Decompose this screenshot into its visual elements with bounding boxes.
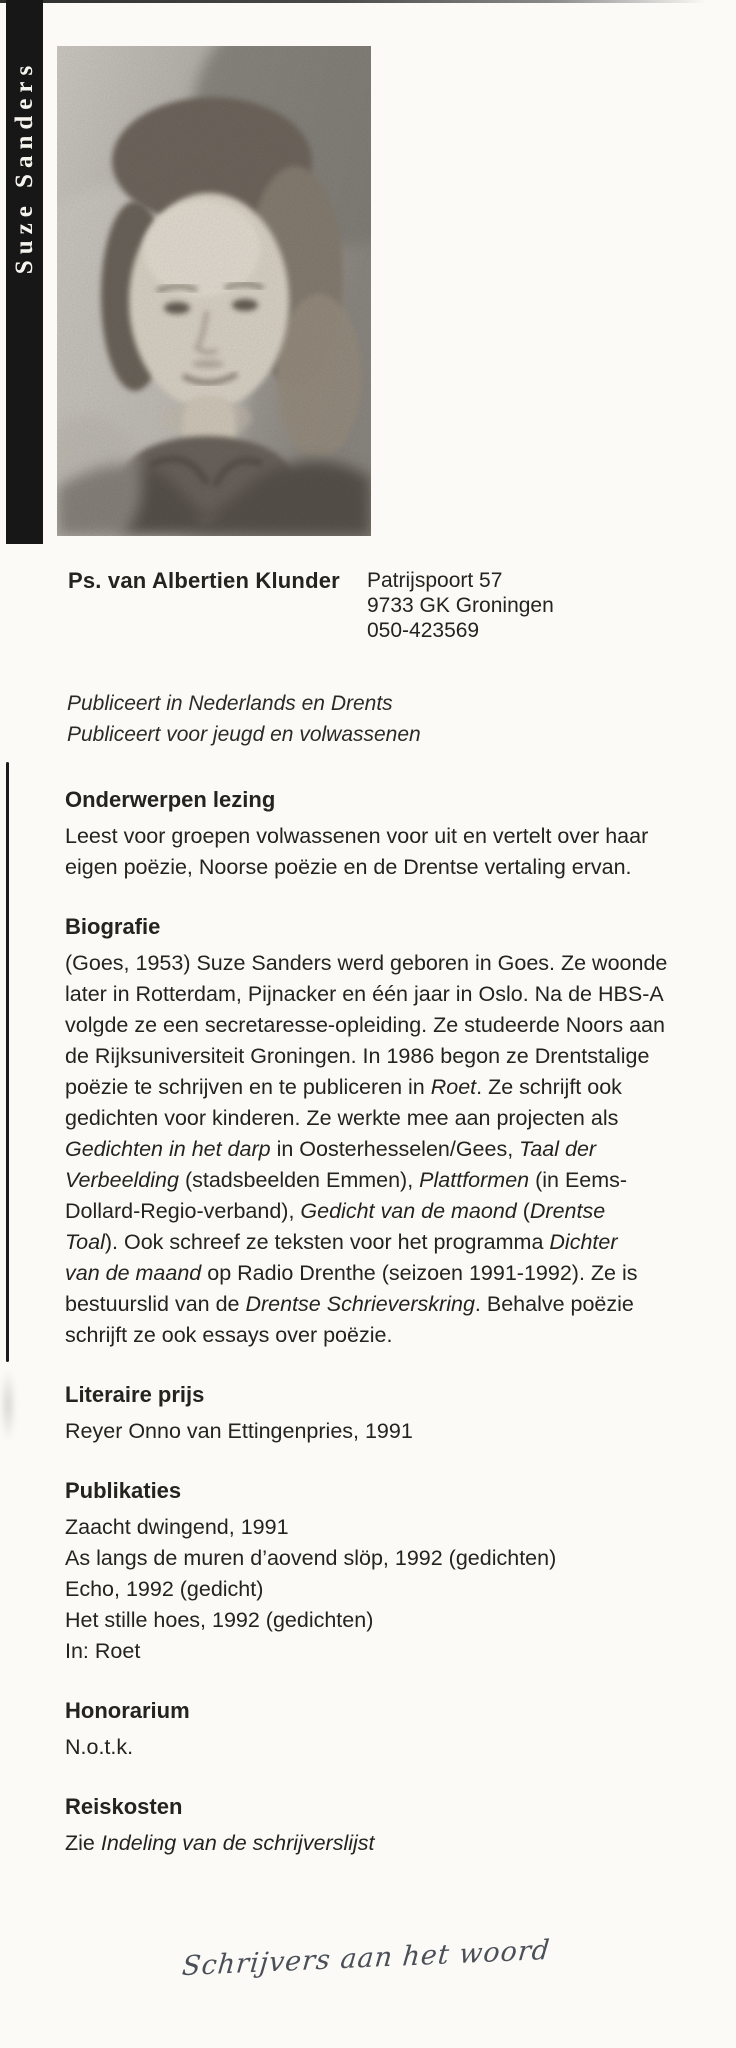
text-line: [65, 1732, 713, 1763]
text: in Oosterhesselen/Gees,: [270, 1137, 520, 1161]
text: . Behalve poëzie: [474, 1292, 634, 1316]
italic-text: Verbeelding: [65, 1168, 179, 1192]
text: poëzie te schrijven en te publiceren in: [65, 1075, 431, 1099]
text: (stadsbeelden Emmen),: [178, 1168, 420, 1192]
text-line: [65, 1072, 713, 1103]
italic-text: Dichter: [549, 1230, 618, 1254]
italic-text: Gedicht van de maond: [300, 1199, 517, 1223]
section-heading: Honorarium: [65, 1698, 190, 1723]
section-heading: Onderwerpen lezing: [65, 787, 276, 812]
italic-text: Indeling van de schrijverslijst: [100, 1831, 375, 1855]
text-line: [65, 1636, 713, 1667]
italic-text: Drentse Schrieverskring: [245, 1292, 475, 1316]
address-line: 050-423569: [367, 619, 480, 642]
text-line: [65, 979, 713, 1010]
pseudonym: Ps. van Albertien Klunder: [68, 568, 340, 593]
text-line: [65, 1227, 713, 1258]
text: schrijft ze ook essays over poëzie.: [65, 1323, 393, 1347]
text-line: [65, 1258, 713, 1289]
publish-info-line: Publiceert voor jeugd en volwassenen: [67, 723, 421, 746]
portrait-photo: [57, 46, 371, 536]
text: Leest voor groepen volwassenen voor uit en vertelt over haar: [65, 824, 649, 848]
handwritten-caption: Schrijvers aan het woord: [180, 1934, 552, 1983]
text-line: [65, 1320, 713, 1351]
text: . Ze schrijft ook: [476, 1075, 622, 1099]
text: N.o.t.k.: [65, 1735, 134, 1759]
text: eigen poëzie, Noorse poëzie en de Drentse vertaling ervan.: [65, 855, 632, 879]
text-line: [65, 1605, 713, 1636]
text-line: [65, 1165, 713, 1196]
italic-text: Drentse: [529, 1199, 606, 1223]
text-line: [65, 1512, 713, 1543]
text-line: [65, 1134, 713, 1165]
left-edge-rule: [6, 762, 9, 1362]
section-heading: Publikaties: [65, 1478, 182, 1503]
italic-text: Gedichten in het darp: [65, 1137, 271, 1161]
text: de Rijksuniversiteit Groningen. In 1986 begon ze Drentstalige: [65, 1044, 650, 1068]
text-line: [65, 1828, 713, 1859]
text-line: [65, 1196, 713, 1227]
section-heading: Literaire prijs: [65, 1382, 205, 1407]
publish-info: [67, 688, 421, 750]
address-line: Patrijspoort 57: [367, 569, 503, 592]
section-onderwerpen-lezing: [65, 784, 713, 883]
section-reiskosten: [65, 1791, 713, 1859]
sections-container: [65, 784, 713, 1859]
text: gedichten voor kinderen. Ze werkte mee aan projecten als: [65, 1106, 619, 1130]
text: (: [516, 1199, 530, 1223]
text-line: [65, 852, 713, 883]
section-honorarium: [65, 1695, 713, 1763]
text: Zie: [65, 1831, 101, 1855]
italic-text: Roet: [430, 1075, 477, 1099]
text: Dollard-Regio-verband),: [65, 1199, 301, 1223]
text: Het stille hoes, 1992 (gedichten): [65, 1608, 374, 1632]
text-line: [65, 1416, 713, 1447]
sidebar-name: Suze Sanders: [11, 59, 38, 275]
text-line: [65, 1010, 713, 1041]
text-line: [65, 821, 713, 852]
section-biografie: [65, 911, 713, 1351]
text-line: [65, 1041, 713, 1072]
text: op Radio Drenthe (seizoen 1991-1992). Ze is: [201, 1261, 638, 1285]
section-heading: Biografie: [65, 914, 161, 939]
text: (in Eems-: [529, 1168, 628, 1192]
page-top-edge-line: [0, 0, 736, 3]
scan-smudge: [0, 1368, 16, 1442]
section-heading: Reiskosten: [65, 1794, 183, 1819]
address-block: [367, 568, 554, 643]
text: later in Rotterdam, Pijnacker en één jaar in Oslo. Na de HBS-A: [65, 982, 664, 1006]
text: bestuurslid van de: [65, 1292, 246, 1316]
text: Zaacht dwingend, 1991: [65, 1515, 289, 1539]
sidebar-name-bar: [6, 0, 43, 544]
publish-info-line: Publiceert in Nederlands en Drents: [67, 692, 393, 715]
text: volgde ze een secretaresse-opleiding. Ze studeerde Noors aan: [65, 1013, 665, 1037]
section-literaire-prijs: [65, 1379, 713, 1447]
italic-text: van de maand: [65, 1261, 202, 1285]
text: (Goes, 1953) Suze Sanders werd geboren in Goes. Ze woonde: [65, 951, 668, 975]
text: In: Roet: [65, 1639, 141, 1663]
text-line: [65, 948, 713, 979]
text-line: [65, 1289, 713, 1320]
italic-text: Taal der: [519, 1137, 597, 1161]
text-line: [65, 1574, 713, 1605]
text: Echo, 1992 (gedicht): [65, 1577, 264, 1601]
text: As langs de muren d’aovend slöp, 1992 (gedichten): [65, 1546, 557, 1570]
address-line: 9733 GK Groningen: [367, 594, 554, 617]
italic-text: Toal: [65, 1230, 105, 1254]
text: ). Ook schreef ze teksten voor het programma: [104, 1230, 550, 1254]
section-publikaties: [65, 1475, 713, 1667]
text: Reyer Onno van Ettingenpries, 1991: [65, 1419, 413, 1443]
italic-text: Plattformen: [419, 1168, 530, 1192]
text-line: [65, 1543, 713, 1574]
text-line: [65, 1103, 713, 1134]
